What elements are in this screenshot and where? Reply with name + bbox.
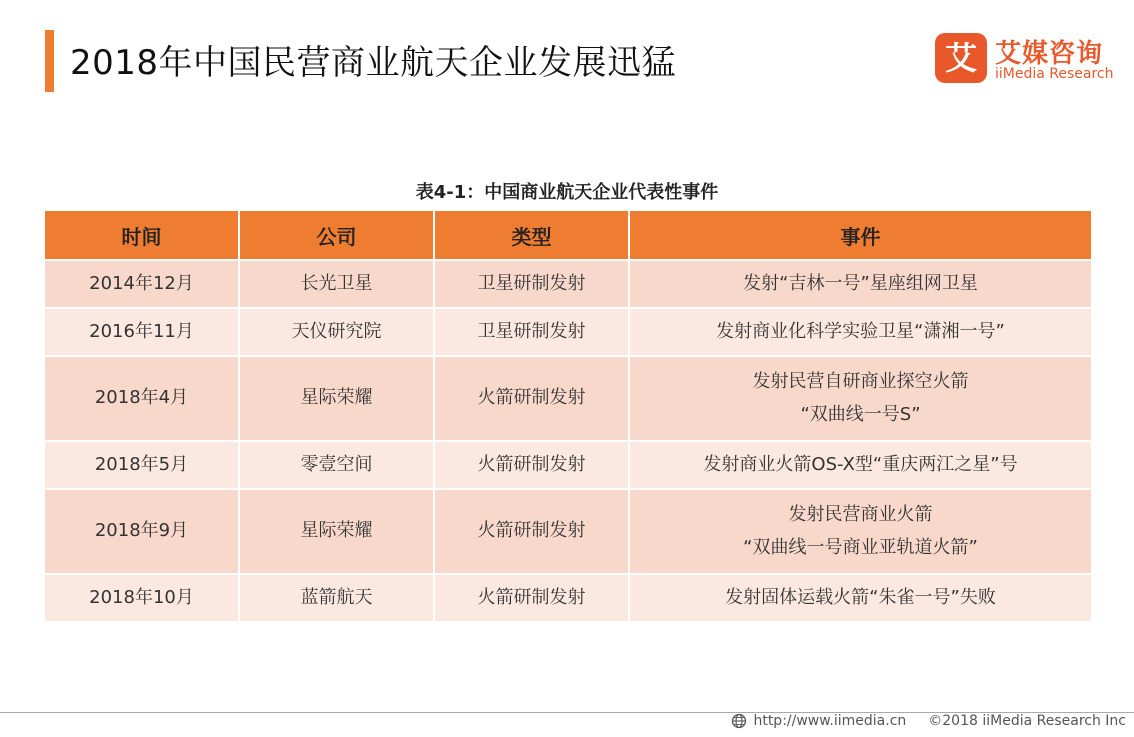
cell-time: 2014年12月 <box>45 261 238 307</box>
cell-time: 2018年9月 <box>45 490 238 573</box>
cell-event-line: “双曲线一号商业亚轨道火箭” <box>743 536 978 558</box>
cell-time: 2018年4月 <box>45 357 238 440</box>
table-row <box>45 357 1091 440</box>
cell-event <box>630 309 1091 355</box>
cell-type: 火箭研制发射 <box>435 575 628 621</box>
cell-company: 长光卫星 <box>240 261 433 307</box>
cell-event <box>630 490 1091 573</box>
table-row <box>45 490 1091 573</box>
cell-type: 火箭研制发射 <box>435 490 628 573</box>
cell-event-line: 发射固体运载火箭“朱雀一号”失败 <box>725 586 996 608</box>
cell-type: 卫星研制发射 <box>435 309 628 355</box>
cell-company: 星际荣耀 <box>240 490 433 573</box>
table-row <box>45 442 1091 488</box>
cell-company: 蓝箭航天 <box>240 575 433 621</box>
footer-url-link[interactable]: http://www.iimedia.cn <box>753 713 907 729</box>
cell-type: 火箭研制发射 <box>435 357 628 440</box>
cell-type: 火箭研制发射 <box>435 442 628 488</box>
cell-time: 2018年5月 <box>45 442 238 488</box>
iimedia-logo <box>935 33 1115 87</box>
table-header-row <box>45 211 1091 259</box>
cell-time: 2018年10月 <box>45 575 238 621</box>
cell-event-line: 发射民营商业火箭 <box>788 504 933 526</box>
cell-company: 星际荣耀 <box>240 357 433 440</box>
cell-company: 零壹空间 <box>240 442 433 488</box>
cell-event <box>630 575 1091 621</box>
logo-mark-icon: 艾 <box>935 33 987 83</box>
cell-event-line: 发射“吉林一号”星座组网卫星 <box>743 272 978 294</box>
cell-event-line: 发射民营自研商业探空火箭 <box>752 371 969 393</box>
table-row <box>45 575 1091 621</box>
cell-event <box>630 442 1091 488</box>
page-title: 2018年中国民营商业航天企业发展迅猛 <box>70 43 677 83</box>
cell-event-line: 发射商业化科学实验卫星“潇湘一号” <box>716 320 1005 342</box>
table-row <box>45 261 1091 307</box>
column-header-event: 事件 <box>630 211 1091 259</box>
cell-event-line: 发射商业火箭OS-X型“重庆两江之星”号 <box>703 453 1018 475</box>
cell-type: 卫星研制发射 <box>435 261 628 307</box>
globe-icon <box>731 713 747 729</box>
cell-event <box>630 357 1091 440</box>
table-caption: 表4-1：中国商业航天企业代表性事件 <box>415 182 719 203</box>
cell-event <box>630 261 1091 307</box>
events-table <box>43 209 1093 623</box>
footer <box>731 713 1126 729</box>
table-row <box>45 309 1091 355</box>
footer-copyright: ©2018 iiMedia Research Inc <box>928 713 1126 729</box>
logo-english-name: iiMedia Research <box>995 66 1114 82</box>
title-accent-bar <box>45 30 54 92</box>
column-header-company: 公司 <box>240 211 433 259</box>
cell-time: 2016年11月 <box>45 309 238 355</box>
column-header-type: 类型 <box>435 211 628 259</box>
cell-company: 天仪研究院 <box>240 309 433 355</box>
cell-event-line: “双曲线一号S” <box>800 403 921 425</box>
logo-chinese-name: 艾媒咨询 <box>995 39 1104 69</box>
column-header-time: 时间 <box>45 211 238 259</box>
